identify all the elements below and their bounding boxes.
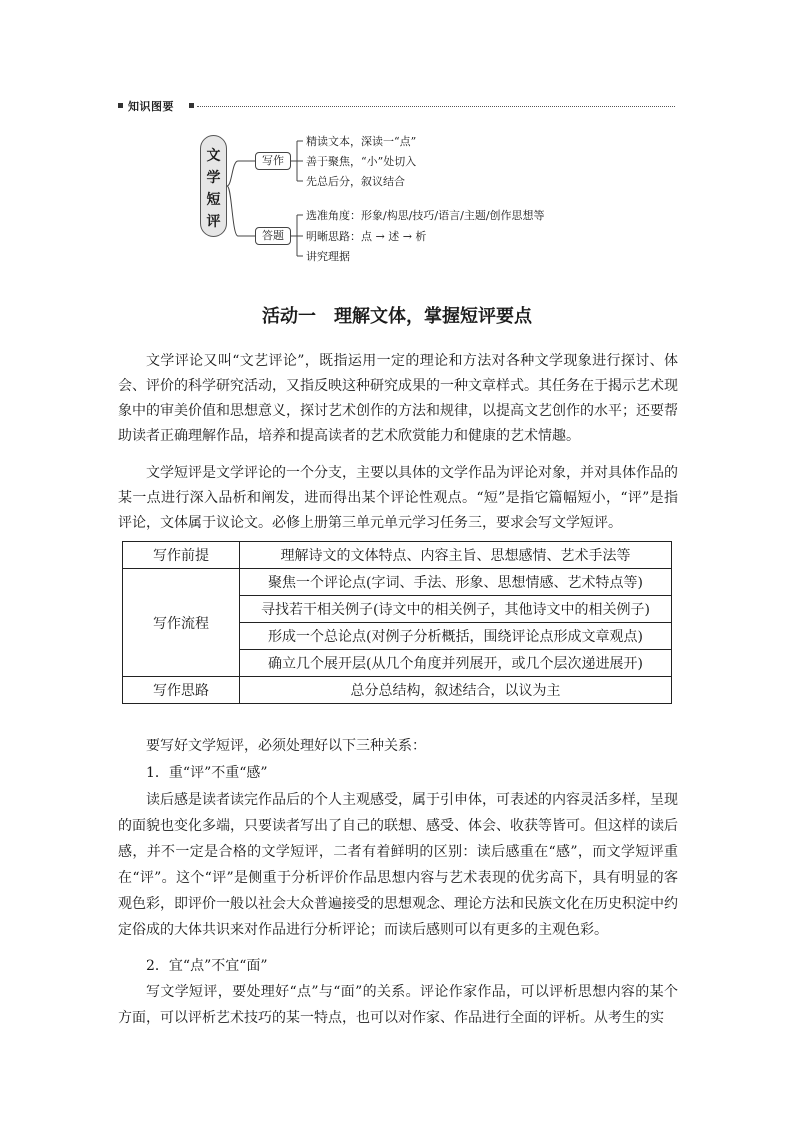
root-char: 学: [206, 170, 221, 186]
leaf-item: 先总后分，叙议结合: [306, 175, 405, 188]
paragraph: 文学评论又叫“文艺评论”，既指运用一定的理论和方法对各种文学现象进行探讨、体会、评价的科学研究活动，又指反映这种研究成果的一种文章样式。其任务在于揭示艺术现象中的审美价值和思想意义，探讨艺术创作的方法和规律，以提高文艺创作的水平；还要帮助读者正确理解作品，培养和提高读者的艺术欣赏能力和健康的艺术情趣。: [118, 353, 678, 444]
leaf-item: 选准角度：形象/构思/技巧/语言/主题/创作思想等: [306, 209, 545, 222]
paragraph: 写文学短评，要处理好“点”与“面”的关系。评论作家作品，可以评析思想内容的某个方面，可以评析艺术技巧的某一特点，也可以对作家、作品进行全面的评析。从考生的实: [118, 984, 678, 1026]
section-title: 知识图要: [128, 100, 174, 113]
table-cell-label: 写作思路: [123, 677, 240, 704]
table-cell: 形成一个总论点(对例子分析概括，围绕评论点形成文章观点): [240, 623, 672, 650]
subheading: 1．重“评”不重“感”: [146, 765, 268, 781]
branch-writing: 写作: [255, 152, 291, 170]
table-cell-label: 写作前提: [123, 542, 240, 569]
paragraph: 读后感是读者读完作品后的个人主观感受，属于引申体，可表述的内容灵活多样，呈现的面貌也变化多端，只要读者写出了自己的联想、感受、体会、收获等皆可。但这样的读后感，并不一定是合格的文学短评，二者有着鲜明的区别：读后感重在“感”，而文学短评重在“评”。这个“评”是侧重于分析评价作品思想内容与艺术表现的优劣高下，具有明显的客观色彩，即评价一般以社会大众普遍接受的思想观念、理论方法和民族文化在历史积淀中约定俗成的大体共识来对作品进行分析评论；而读后感则可以有更多的主观色彩。: [118, 792, 678, 938]
paragraph: 文学短评是文学评论的一个分支，主要以具体的文学作品为评论对象，并对具体作品的某一点进行深入品析和阐发，进而得出某个评论性观点。“短”是指它篇幅短小，“评”是指评论，文体属于议论文。必修上册第三单元单元学习任务三，要求会写文学短评。: [118, 465, 678, 531]
activity-title: 活动一 理解文体，掌握短评要点: [262, 306, 532, 327]
table-row: [123, 542, 672, 569]
section-divider: [197, 106, 675, 107]
mind-map-root: [200, 135, 227, 237]
subheading: 2．宜“点”不宜“面”: [146, 958, 268, 974]
table-cell: 聚焦一个评论点(字词、手法、形象、思想情感、艺术特点等): [240, 569, 672, 596]
section-marker-icon: [118, 103, 123, 108]
root-char: 文: [206, 148, 221, 164]
table-row: [123, 677, 672, 704]
table-cell: 寻找若干相关例子(诗文中的相关例子，其他诗文中的相关例子): [240, 596, 672, 623]
section-marker-icon: [189, 103, 194, 108]
leaf-item: 讲究理据: [306, 250, 350, 263]
table-cell-label: 写作流程: [123, 569, 240, 677]
leaf-item: 明晰思路：点 → 述 → 析: [306, 230, 427, 243]
root-char: 短: [206, 192, 221, 208]
table-row: [123, 569, 672, 596]
leaf-item: 精读文本，深读一“点”: [306, 135, 417, 148]
root-char: 评: [206, 214, 221, 230]
intro-line: 要写好文学短评，必须处理好以下三种关系：: [146, 738, 426, 754]
leaf-item: 善于聚焦，“小”处切入: [306, 155, 417, 168]
table-cell: 总分总结构，叙述结合，以议为主: [240, 677, 672, 704]
table-cell: 确立几个展开层(从几个角度并列展开，或几个层次递进展开): [240, 650, 672, 677]
writing-table: [122, 541, 672, 704]
branch-answering: 答题: [255, 227, 291, 245]
table-cell: 理解诗文的文体特点、内容主旨、思想感情、艺术手法等: [240, 542, 672, 569]
mind-map: [190, 125, 640, 270]
